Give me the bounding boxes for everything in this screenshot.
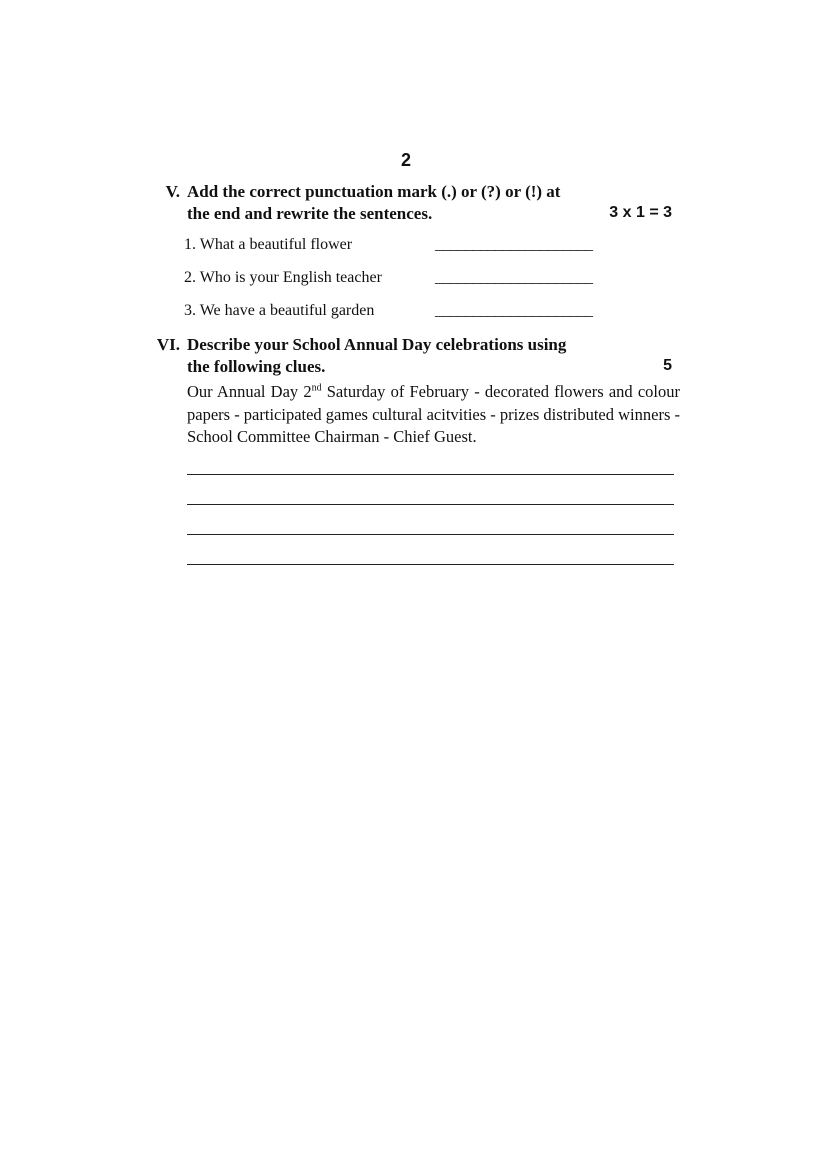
item-text: Who is your English teacher bbox=[199, 269, 382, 286]
marks-label: 3 x 1 = 3 bbox=[609, 204, 672, 221]
clues-paragraph bbox=[187, 381, 680, 449]
section-vi bbox=[150, 333, 680, 573]
section-v bbox=[150, 180, 680, 330]
item-label: 3. bbox=[184, 302, 196, 319]
sentence-item bbox=[184, 269, 382, 287]
answer-writing-line[interactable] bbox=[187, 564, 674, 565]
answer-writing-line[interactable] bbox=[187, 504, 674, 505]
sentence-item bbox=[184, 302, 374, 320]
instruction-line-2: the following clues. bbox=[187, 357, 326, 376]
instruction-line-2: the end and rewrite the sentences. bbox=[187, 204, 433, 223]
answer-blank[interactable]: _____________________ bbox=[435, 302, 593, 319]
question-number: V. bbox=[165, 182, 180, 201]
clues-text-start: Our Annual Day 2 bbox=[187, 382, 312, 401]
sentence-item bbox=[184, 236, 352, 254]
answer-blank[interactable]: _____________________ bbox=[435, 236, 593, 253]
ordinal-suffix: nd bbox=[311, 382, 322, 394]
question-instruction bbox=[187, 334, 677, 378]
question-number: VI. bbox=[156, 335, 180, 354]
clues-text-rest: Saturday of February - decorated flowers and colour papers - participated games cultural acitvities - prizes distributed winners - School Committee Chairman - Chief Guest. bbox=[187, 382, 680, 446]
answer-blank[interactable]: _____________________ bbox=[435, 269, 593, 286]
instruction-line-1: Describe your School Annual Day celebrations using bbox=[187, 335, 567, 354]
marks-label: 5 bbox=[663, 357, 672, 374]
answer-writing-line[interactable] bbox=[187, 534, 674, 535]
item-label: 1. bbox=[184, 236, 196, 253]
instruction-line-1: Add the correct punctuation mark (.) or (?) or (!) at bbox=[187, 182, 561, 201]
question-instruction bbox=[187, 181, 677, 225]
answer-writing-line[interactable] bbox=[187, 474, 674, 475]
item-label: 2. bbox=[184, 269, 196, 286]
item-text: We have a beautiful garden bbox=[199, 302, 375, 319]
page-number: 2 bbox=[400, 150, 411, 170]
item-text: What a beautiful flower bbox=[199, 236, 353, 253]
